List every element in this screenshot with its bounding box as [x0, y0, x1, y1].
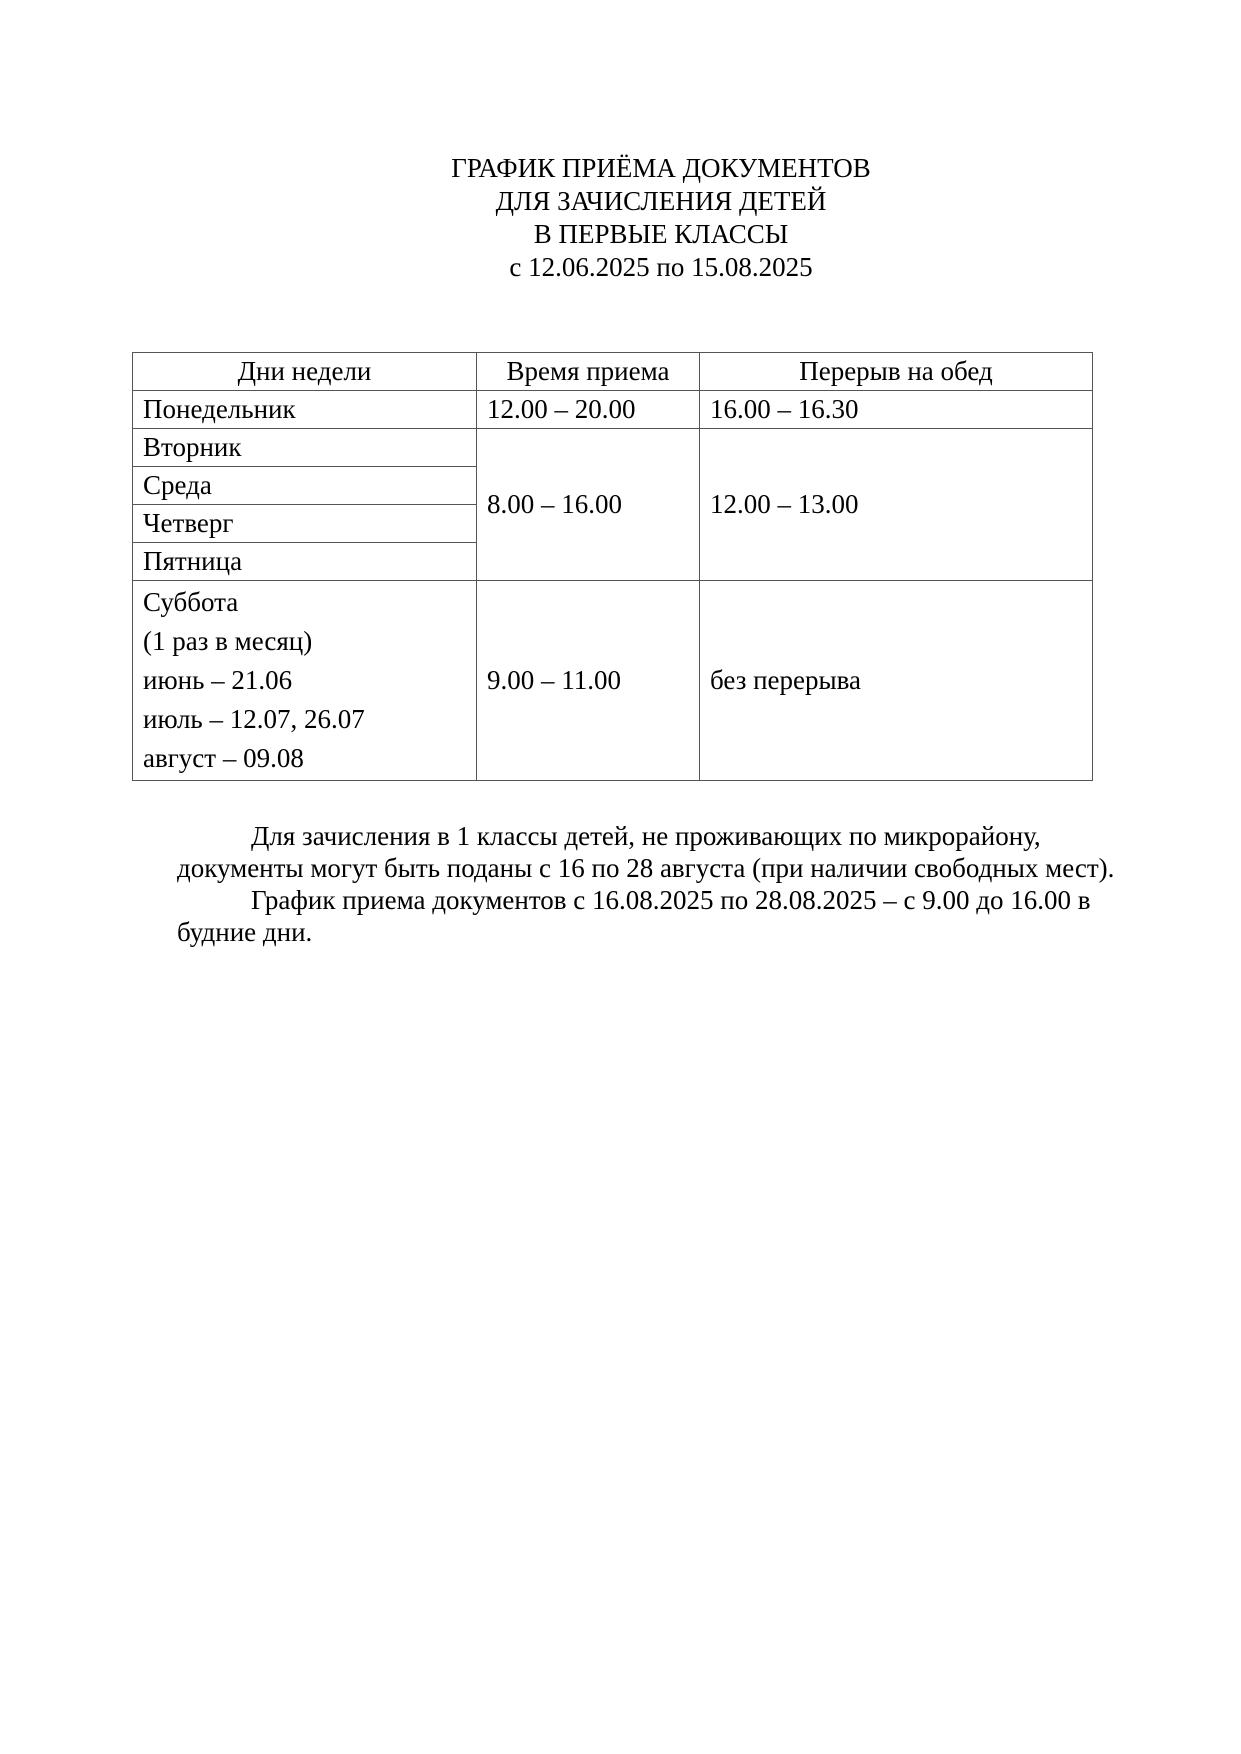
document-title	[0, 152, 1241, 284]
time-cell: 9.00 – 11.00	[477, 581, 700, 781]
day-cell: Пятница	[133, 543, 477, 581]
title-line-2: ДЛЯ ЗАЧИСЛЕНИЯ ДЕТЕЙ	[495, 186, 827, 216]
time-cell: 8.00 – 16.00	[477, 429, 700, 581]
schedule-table	[132, 352, 1093, 781]
table-row	[133, 429, 1093, 467]
table-row	[133, 581, 1093, 781]
day-cell: Среда	[133, 467, 477, 505]
header-break: Перерыв на обед	[700, 353, 1093, 391]
notes	[177, 820, 1137, 948]
table-header-row	[133, 353, 1093, 391]
note-paragraph: Для зачисления в 1 классы детей, не проживающих по микрорайону, документы могут быть поданы с 16 по 28 августа (при наличии свободных мест).	[177, 821, 1115, 883]
title-line-3: В ПЕРВЫЕ КЛАССЫ	[533, 219, 789, 249]
saturday-line: июнь – 21.06	[143, 665, 293, 695]
header-days: Дни недели	[133, 353, 477, 391]
break-cell: без перерыва	[700, 581, 1093, 781]
title-date-range: с 12.06.2025 по 15.08.2025	[509, 252, 813, 282]
break-cell: 16.00 – 16.30	[700, 391, 1093, 429]
time-cell: 12.00 – 20.00	[477, 391, 700, 429]
break-cell: 12.00 – 13.00	[700, 429, 1093, 581]
saturday-line: август – 09.08	[143, 743, 304, 773]
saturday-line: Суббота	[143, 587, 239, 617]
saturday-line: (1 раз в месяц)	[143, 626, 313, 656]
day-cell	[133, 581, 477, 781]
day-cell: Понедельник	[133, 391, 477, 429]
note-paragraph: График приема документов с 16.08.2025 по 28.08.2025 – с 9.00 до 16.00 в будние дни.	[177, 885, 1091, 947]
header-time: Время приема	[477, 353, 700, 391]
title-line-1: ГРАФИК ПРИЁМА ДОКУМЕНТОВ	[451, 153, 871, 183]
day-cell: Четверг	[133, 505, 477, 543]
table-row	[133, 391, 1093, 429]
day-cell: Вторник	[133, 429, 477, 467]
saturday-line: июль – 12.07, 26.07	[143, 704, 365, 734]
